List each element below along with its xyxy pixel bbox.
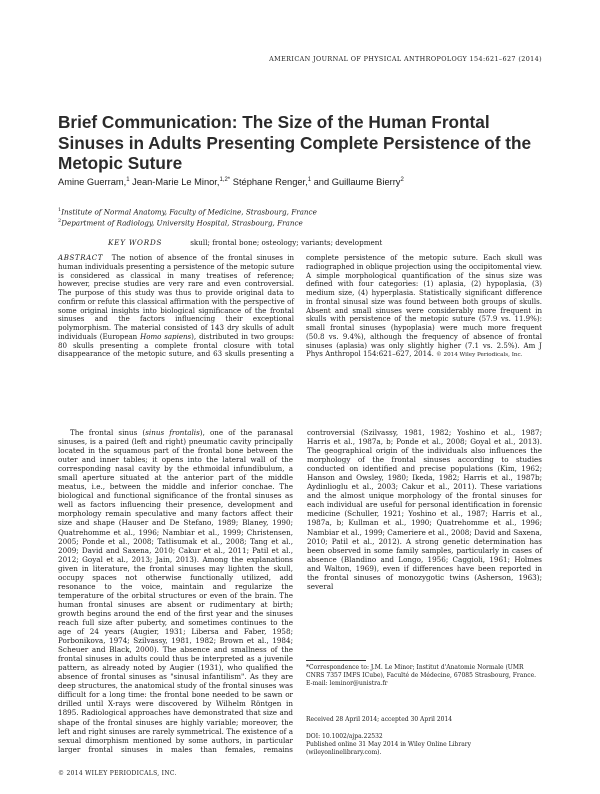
keywords	[108, 238, 382, 247]
author-name: Jean-Marie Le Minor,	[132, 177, 220, 188]
journal-header: AMERICAN JOURNAL OF PHYSICAL ANTHROPOLOGY 154:621–627 (2014)	[269, 55, 542, 63]
keywords-text: skull; frontal bone; osteology; variants; development	[190, 238, 383, 247]
author-affiliation-mark: 1,2*	[219, 177, 231, 183]
article-body	[58, 428, 542, 758]
author-affiliation-mark: 2	[400, 177, 404, 183]
author-affiliation-mark: 1	[307, 177, 312, 183]
author-affiliation-mark: 1	[126, 177, 130, 183]
abstract-text-cont: ), distributed in two groups: 80 skulls presenting a complete frontal closure with total disappearance of the metopic suture, and 63 skulls presenting a complete persistence of the metopic suture. Each skull was radiographed in oblique projection using the occipitomental view. A simple morphological quantification of the sinus size was defined with four categories: (1) aplasia, (2) hypoplasia, (3) medium size, (4) hyperplasia. Statistically significant difference in frontal sinusal size was found between both groups of skulls. Absent and small sinuses were considerably more frequent in skulls with persistence of the metopic suture (57.9 vs. 11.9%): small frontal sinuses (hypoplasia) were much more frequent (50.8 vs. 9.4%), although the frequency of absence of frontal sinuses (aplasia) was only slightly higher (7.1 vs. 2.5%). Am J Phys Anthropol 154:621–627, 2014.	[58, 253, 542, 359]
abstract	[58, 254, 542, 386]
received-footnote: Received 28 April 2014; accepted 30 April 2014	[306, 716, 453, 723]
page-copyright: © 2014 WILEY PERIODICALS, INC.	[58, 770, 177, 777]
affiliation: $^2$Department of Radiology, University Hospital, Strasbourg, France	[58, 217, 303, 228]
author-name: Amine Guerram,	[58, 177, 127, 188]
doi: DOI: 10.1002/ajpa.22532	[306, 733, 383, 740]
author-list	[58, 177, 558, 187]
affiliation: $^1$Institute of Normal Anatomy, Faculty of Medicine, Strasbourg, France	[58, 207, 317, 217]
published-online: Published online 31 May 2014 in Wiley Online Library (wileyonlinelibrary.com).	[306, 740, 472, 756]
footnote-divider	[306, 660, 366, 661]
author-name: and Guillaume Bierry	[313, 177, 401, 188]
publication-footnote	[306, 733, 542, 756]
keywords-label: KEY WORDS	[108, 238, 163, 247]
abstract-species: Homo sapiens	[140, 331, 192, 341]
body-paragraph: The frontal sinus (sinus frontalis), one of the paranasal sinuses, is a paired (left and right) pneumatic cavity principally located in the squamous part of the frontal bone between the outer and inner tables; it opens into the lateral wall of the corresponding nasal cavity by the ethmoidal infundibulum, a small aperture situated at the anterior part of the middle meatus, i.e., between the middle and inferior conchae. The biological and functional significance of the frontal sinuses as well as factors influencing their presence, development and morphology remain speculative and many factors affect their size and shape (Hauser and De Stefano, 1989; Blaney, 1990; Quatrehomme et al., 1996; Nambiar et al., 1999; Christensen, 2005; Ponde et al., 2008; Tatlisumak et al., 2008; Tang et al., 2009; David and Saxena, 2010; Cakur et al., 2011; Patil et al., 2012; Goyal et al., 2013; Jain, 2013). Among the explanations given in literature, the frontal sinuses may lighten the skull, occupy spaces not otherwise functionally utilized, add resonance to the voice, maintain and regularize the temperature of the orbital structures or even of the brain. The human frontal sinuses are absent or rudimentary at birth; growth begins around the end of the first year and the sinuses reach full size after puberty, and sometimes continues to the age of 24 years (Augier, 1931; Libersa and Faber, 1958; Porbonikova, 1974; Szilvassy, 1981, 1982; Brown et al., 1984; Scheuer and Black, 2000). The absence and smallness of the frontal sinuses in adults could thus be interpreted as a juvenile pattern, as already noted by Augier (1931), who qualified the absence of frontal sinuses as "sinusal infantilism". As they are deep structures, the anatomical study of the frontal sinuses was difficult for a long time: the frontal bone needed to be sawn or drilled until X-rays were discovered by Wilhelm Röntgen in 1895. Radiological approaches have demonstrated that size and shape of the frontal sinuses are highly variable; moreover, the left and right sinuses are rarely symmetrical. The existence of a sexual dimorphism mentioned by some authors, in particular larger frontal sinuses in males than females, remains controversial (Szilvassy, 1981, 1982; Yoshino et al., 1987; Harris et al., 1987a, b; Ponde et al., 2008; Goyal et al., 2013). The geographical origin of the individuals also influences the morphology of the frontal sinuses according to studies conducted on identified and precise populations (Kim, 1962; Hanson and Owsley, 1980; Ikeda, 1982; Harris et al., 1987b; Aydinlioglu et al., 2003; Cakur et al., 2011). These variations and the almost unique morphology of the frontal sinuses for each individual are useful for personal identification in forensic medicine (Schuller, 1921; Yoshino et al., 1987; Harris et al., 1987a, b; Kullman et al., 1990; Quatrehomme et al., 1996; Nambiar et al., 1999; Cameriere et al., 2008; David and Saxena, 2010; Patil et al., 2012). A strong genetic determination has been observed in some family samples, particularly in cases of absence (Blandino and Longo, 1956; Caggioli, 1961; Holmes and Walton, 1969), even if differences have been reported in the frontal sinuses of monozygotic twins (Asherson, 1963); several	[58, 428, 542, 754]
correspondence-footnote: *Correspondence to: J.M. Le Minor; Institut d'Anatomie Normale (UMR CNRS 7357 IMFS ICube), Faculté de Médecine, 67085 Strasbourg, France. E-mail: leminor@unistra.fr	[306, 664, 537, 687]
author-name: Stéphane Renger,	[232, 177, 308, 188]
affiliations	[58, 206, 538, 228]
abstract-text: The notion of absence of the frontal sinuses in human individuals presenting a persistence of the metopic suture is considered as classical in many treatises of reference; however, precise studies are very rare and even controversial. The purpose of this study was thus to provide original data to confirm or refute this classical affirmation with the perspective of some original insights into biological significance of the frontal sinuses and the factors influencing their exceptional polymorphism. The material consisted of 143 dry skulls of adult individuals (European	[58, 253, 294, 341]
abstract-label: ABSTRACT	[58, 253, 104, 262]
abstract-copyright: © 2014 Wiley Periodicals, Inc.	[436, 352, 523, 359]
article-title: Brief Communication: The Size of the Human Frontal Sinuses in Adults Presenting Complete Persistence of the Metopic Suture	[58, 112, 532, 174]
